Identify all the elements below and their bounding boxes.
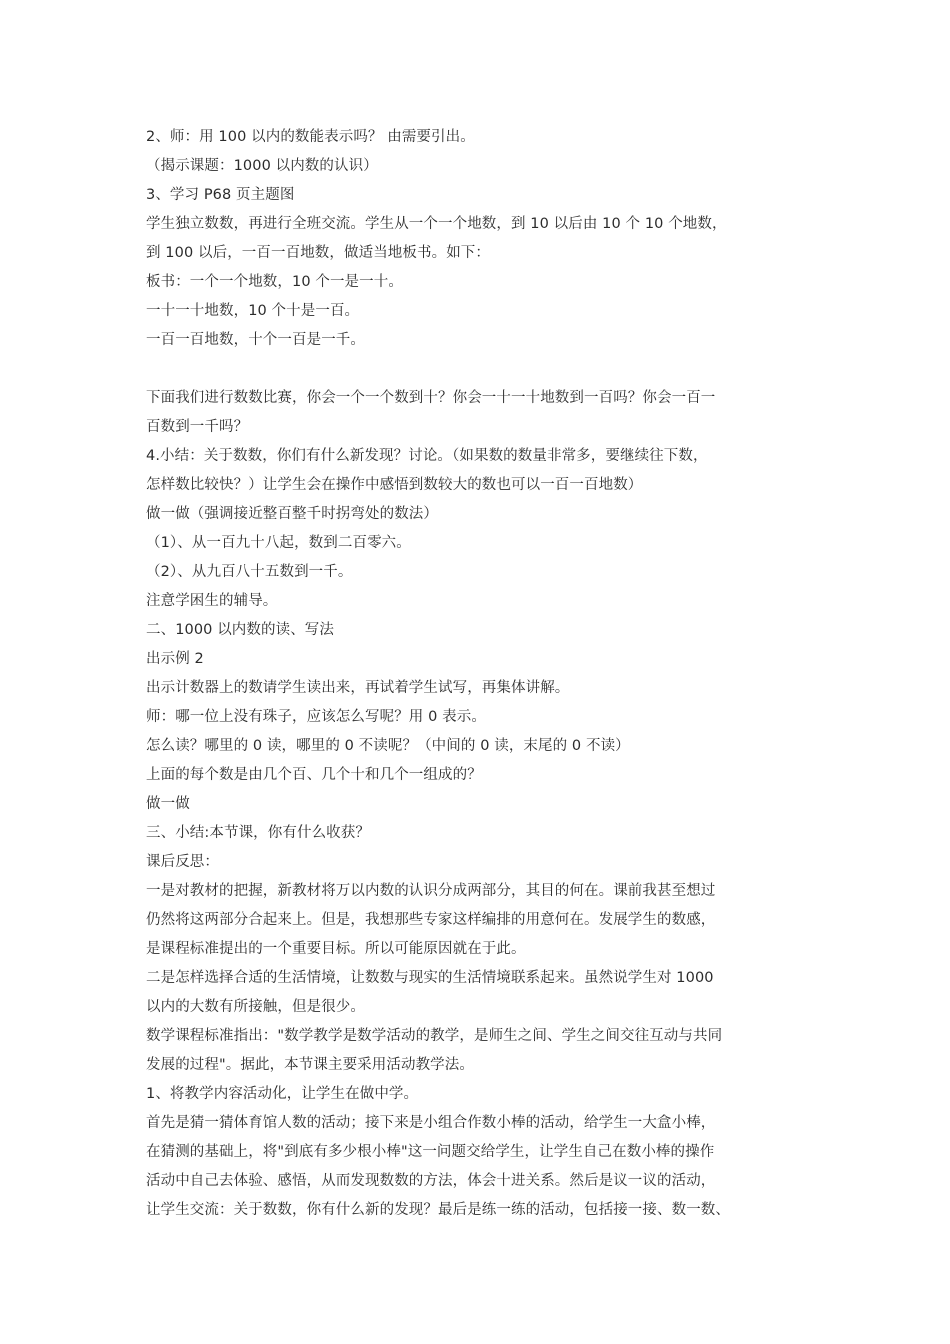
text-line: 首先是猜一猜体育馆人数的活动；接下来是小组合作数小棒的活动，给学生一大盒小棒， (146, 1115, 716, 1131)
text-line: （揭示课题：1000 以内数的认识） (146, 158, 378, 174)
text-line: 1、将教学内容活动化，让学生在做中学。 (146, 1086, 419, 1102)
text-line: 做一做（强调接近整百整千时拐弯处的数法） (146, 506, 438, 522)
blank-line (146, 355, 816, 384)
text-line: 上面的每个数是由几个百、几个十和几个一组成的？ (146, 767, 482, 783)
text-line: 让学生交流：关于数数，你有什么新的发现？最后是练一练的活动，包括接一接、数一数、 (146, 1202, 730, 1218)
text-line: 一百一百地数，十个一百是一千。 (146, 332, 365, 348)
text-line: 怎么读？哪里的 0 读，哪里的 0 不读呢？（中间的 0 读，末尾的 0 不读） (146, 738, 630, 754)
text-line: 活动中自己去体验、感悟，从而发现数数的方法，体会十进关系。然后是议一议的活动， (146, 1173, 716, 1189)
text-line: 4.小结：关于数数，你们有什么新发现？讨论。（如果数的数量非常多，要继续往下数， (146, 448, 708, 464)
text-line: （1）、从一百九十八起，数到二百零六。 (146, 535, 411, 551)
text-line: 做一做 (146, 796, 190, 812)
document-body (146, 123, 816, 1225)
text-line: 以内的大数有所接触，但是很少。 (146, 999, 365, 1015)
text-line: 课后反思： (146, 854, 219, 870)
text-line: 在猜测的基础上，将"到底有多少根小棒"这一问题交给学生，让学生自己在数小棒的操作 (146, 1144, 715, 1160)
section-heading: 二、1000 以内数的读、写法 (146, 622, 335, 638)
text-line: 数学课程标准指出："数学教学是数学活动的教学，是师生之间、学生之间交往互动与共同 (146, 1028, 723, 1044)
text-line: 仍然将这两部分合起来上。但是，我想那些专家这样编排的用意何在。发展学生的数感， (146, 912, 716, 928)
text-line: 一是对教材的把握，新教材将万以内数的认识分成两部分，其目的何在。课前我甚至想过 (146, 883, 716, 899)
text-line: 2、师：用 100 以内的数能表示吗？ 由需要引出。 (146, 129, 475, 145)
text-line: 师：哪一位上没有珠子，应该怎么写呢？用 0 表示。 (146, 709, 486, 725)
text-line: 发展的过程"。据此，本节课主要采用活动教学法。 (146, 1057, 474, 1073)
text-line: 到 100 以后，一百一百地数，做适当地板书。如下： (146, 245, 490, 261)
section-heading: 三、小结:本节课，你有什么收获？ (146, 825, 370, 841)
text-line: 下面我们进行数数比赛，你会一个一个数到十？你会一十一十地数到一百吗？你会一百一 (146, 390, 716, 406)
text-line: 3、学习 P68 页主题图 (146, 187, 295, 203)
text-line: 怎样数比较快？）让学生会在操作中感悟到数较大的数也可以一百一百地数） (146, 477, 643, 493)
text-line: 一十一十地数，10 个十是一百。 (146, 303, 360, 319)
text-line: 学生独立数数，再进行全班交流。学生从一个一个地数，到 10 以后由 10 个 10 个地数， (146, 216, 727, 232)
text-line: （2）、从九百八十五数到一千。 (146, 564, 353, 580)
text-line: 出示例 2 (146, 651, 204, 667)
text-line: 是课程标准提出的一个重要目标。所以可能原因就在于此。 (146, 941, 526, 957)
text-line: 二是怎样选择合适的生活情境，让数数与现实的生活情境联系起来。虽然说学生对 1000 (146, 970, 714, 986)
text-line: 注意学困生的辅导。 (146, 593, 278, 609)
text-line: 板书：一个一个地数，10 个一是一十。 (146, 274, 403, 290)
text-line: 百数到一千吗？ (146, 419, 249, 435)
text-line: 出示计数器上的数请学生读出来，再试着学生试写，再集体讲解。 (146, 680, 570, 696)
